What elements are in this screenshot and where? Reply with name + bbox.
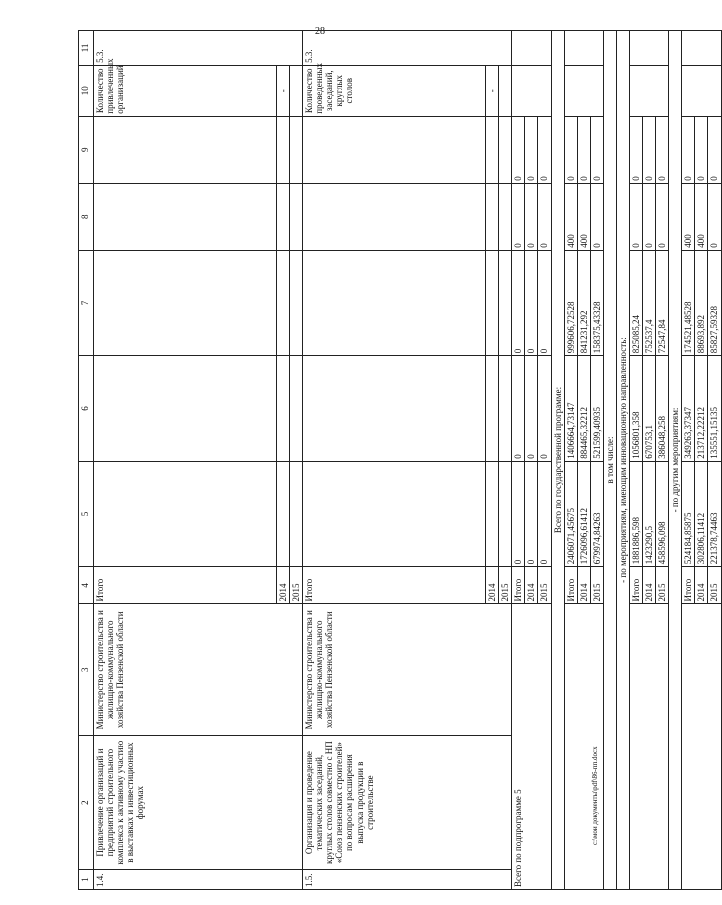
value-cell: 302806,11412: [695, 461, 708, 567]
page-number: 28: [315, 26, 325, 37]
value-cell: 400: [682, 183, 695, 250]
value-cell: 884465,32212: [577, 356, 590, 462]
indicator-value: [290, 65, 303, 116]
year-cell: 2015: [656, 567, 669, 604]
value-cell: [277, 183, 290, 250]
value-cell: 0: [512, 116, 525, 183]
value-cell: 0: [512, 250, 525, 356]
year-cell: 2014: [695, 567, 708, 604]
value-cell: [499, 250, 512, 356]
value-cell: [277, 356, 290, 462]
value-cell: [290, 183, 303, 250]
event-name: Организация и проведение тематических заседаний, круглых столов совместно с НП «Союз пензенских строителей» по вопросам расширения выпуска продукции в строительстве: [303, 736, 512, 870]
value-cell: 0: [564, 116, 577, 183]
value-cell: 1881886,598: [630, 461, 643, 567]
target-ref: 5.3.: [94, 31, 303, 66]
section-title-row: [616, 31, 629, 890]
value-cell: [290, 250, 303, 356]
year-cell: Итого: [630, 567, 643, 604]
table-row: [94, 31, 277, 890]
value-cell: [277, 250, 290, 356]
year-cell: 2015: [590, 567, 603, 604]
value-cell: 841231,292: [577, 250, 590, 356]
col-header: 3: [79, 604, 94, 736]
value-cell: 0: [512, 461, 525, 567]
value-cell: [303, 183, 486, 250]
col-header: 6: [79, 356, 94, 462]
executor: Министерство строительства и жилищно-коммунального хозяйства Пензенской области: [94, 604, 303, 736]
year-cell: 2015: [499, 567, 512, 604]
year-cell: Итого: [94, 567, 277, 604]
col-header: 8: [79, 183, 94, 250]
value-cell: [486, 183, 499, 250]
value-cell: 0: [643, 116, 656, 183]
value-cell: 0: [590, 183, 603, 250]
section-title-row: [669, 31, 682, 890]
col-header: 1: [79, 870, 94, 890]
col-header: 7: [79, 250, 94, 356]
value-cell: 2406071,45675: [564, 461, 577, 567]
section-title: - по мероприятиям, имеющим инновационную направленность:: [616, 31, 629, 890]
value-cell: [290, 356, 303, 462]
value-cell: 825085,24: [630, 250, 643, 356]
row-number: 1.5.: [303, 870, 512, 890]
subtotal-label: Всего по подпрограмме 5: [512, 604, 551, 890]
value-cell: [486, 116, 499, 183]
value-cell: 158375,43328: [590, 250, 603, 356]
year-cell: 2015: [708, 567, 721, 604]
value-cell: [94, 461, 277, 567]
empty-cell: [512, 65, 551, 116]
col-header: 11: [79, 31, 94, 66]
value-cell: [94, 250, 277, 356]
value-cell: 0: [630, 116, 643, 183]
section-title-row: [603, 31, 616, 890]
value-cell: 0: [708, 183, 721, 250]
subtotal-row: [512, 31, 525, 890]
col-header: 5: [79, 461, 94, 567]
value-cell: 72547,84: [656, 250, 669, 356]
year-cell: 2014: [277, 567, 290, 604]
value-cell: [277, 116, 290, 183]
value-cell: 0: [656, 116, 669, 183]
year-cell: 2014: [486, 567, 499, 604]
value-cell: 0: [695, 116, 708, 183]
indicator-value: -: [277, 65, 290, 116]
program-table: [78, 30, 722, 890]
col-header: 4: [79, 567, 94, 604]
value-cell: 0: [538, 250, 551, 356]
indicator-value: -: [486, 65, 499, 116]
value-cell: 524184,85875: [682, 461, 695, 567]
value-cell: 0: [525, 356, 538, 462]
value-cell: 400: [695, 183, 708, 250]
value-cell: 0: [590, 116, 603, 183]
value-cell: [303, 461, 486, 567]
year-cell: 2015: [290, 567, 303, 604]
year-cell: Итого: [564, 567, 577, 604]
value-cell: [303, 356, 486, 462]
value-cell: 0: [538, 461, 551, 567]
value-cell: 0: [525, 250, 538, 356]
indicator: Количество привлеченных организаций: [94, 65, 277, 116]
value-cell: [499, 183, 512, 250]
value-cell: 174521,48528: [682, 250, 695, 356]
value-cell: [290, 116, 303, 183]
value-cell: 0: [643, 183, 656, 250]
value-cell: 670753,1: [643, 356, 656, 462]
value-cell: 0: [682, 116, 695, 183]
value-cell: 349263,37347: [682, 356, 695, 462]
empty-cell: [630, 31, 669, 66]
value-cell: [290, 461, 303, 567]
value-cell: 0: [525, 116, 538, 183]
year-cell: Итого: [682, 567, 695, 604]
value-cell: 0: [525, 183, 538, 250]
value-cell: 0: [512, 183, 525, 250]
value-cell: 752537,4: [643, 250, 656, 356]
value-cell: 1056801,358: [630, 356, 643, 462]
value-cell: [277, 461, 290, 567]
value-cell: 386048,258: [656, 356, 669, 462]
value-cell: 1406664,73147: [564, 356, 577, 462]
year-cell: 2014: [577, 567, 590, 604]
year-cell: Итого: [512, 567, 525, 604]
value-cell: 679974,84263: [590, 461, 603, 567]
value-cell: 400: [577, 183, 590, 250]
empty-cell: [630, 604, 669, 890]
empty-cell: [682, 604, 721, 890]
year-cell: Итого: [303, 567, 486, 604]
executor: Министерство строительства и жилищно-коммунального хозяйства Пензенской области: [303, 604, 512, 736]
value-cell: [486, 356, 499, 462]
target-ref: 5.3.: [303, 31, 512, 66]
value-cell: 0: [512, 356, 525, 462]
section-title: в том числе:: [603, 31, 616, 890]
col-header: 9: [79, 116, 94, 183]
value-cell: 0: [538, 116, 551, 183]
value-cell: 1726096,61412: [577, 461, 590, 567]
value-cell: [499, 356, 512, 462]
empty-cell: [630, 65, 669, 116]
indicator-value: [499, 65, 512, 116]
value-cell: 213712,22212: [695, 356, 708, 462]
rotated-table-container: [78, 30, 720, 890]
col-header: 10: [79, 65, 94, 116]
empty-cell: [682, 31, 721, 66]
col-header: 2: [79, 736, 94, 870]
value-cell: [94, 183, 277, 250]
value-cell: [94, 356, 277, 462]
empty-cell: [512, 31, 551, 66]
value-cell: 0: [525, 461, 538, 567]
value-cell: 0: [630, 183, 643, 250]
value-cell: 88693,892: [695, 250, 708, 356]
value-cell: 221378,74463: [708, 461, 721, 567]
value-cell: [499, 116, 512, 183]
total-row: [564, 31, 577, 890]
value-cell: 135551,15135: [708, 356, 721, 462]
value-cell: 0: [538, 183, 551, 250]
section-title: - по другим мероприятиям:: [669, 31, 682, 890]
value-cell: [303, 116, 486, 183]
value-cell: [486, 250, 499, 356]
footer-file-path: c:\мои документы\pdf\86-пп.docx: [591, 746, 599, 845]
value-cell: 0: [656, 183, 669, 250]
total-row: [682, 31, 695, 890]
value-cell: 85827,59328: [708, 250, 721, 356]
empty-cell: [564, 65, 603, 116]
empty-cell: [564, 31, 603, 66]
table-row: [303, 31, 486, 890]
empty-cell: [682, 65, 721, 116]
value-cell: 0: [577, 116, 590, 183]
value-cell: 0: [708, 116, 721, 183]
year-cell: 2014: [643, 567, 656, 604]
value-cell: 521599,40935: [590, 356, 603, 462]
section-title-row: [551, 31, 564, 890]
value-cell: 1423290,5: [643, 461, 656, 567]
value-cell: 400: [564, 183, 577, 250]
indicator: Количество проведенных заседаний, круглых столов: [303, 65, 486, 116]
value-cell: 0: [538, 356, 551, 462]
section-title: Всего по государственной программе:: [551, 31, 564, 890]
value-cell: [499, 461, 512, 567]
value-cell: [486, 461, 499, 567]
header-row: [79, 31, 94, 890]
year-cell: 2014: [525, 567, 538, 604]
value-cell: 999606,72528: [564, 250, 577, 356]
value-cell: 458596,098: [656, 461, 669, 567]
value-cell: [303, 250, 486, 356]
row-number: 1.4.: [94, 870, 303, 890]
event-name: Привлечение организаций и предприятий строительного комплекса к активному участию в выставках и инвестиционных форумах: [94, 736, 303, 870]
total-row: [630, 31, 643, 890]
year-cell: 2015: [538, 567, 551, 604]
value-cell: [94, 116, 277, 183]
